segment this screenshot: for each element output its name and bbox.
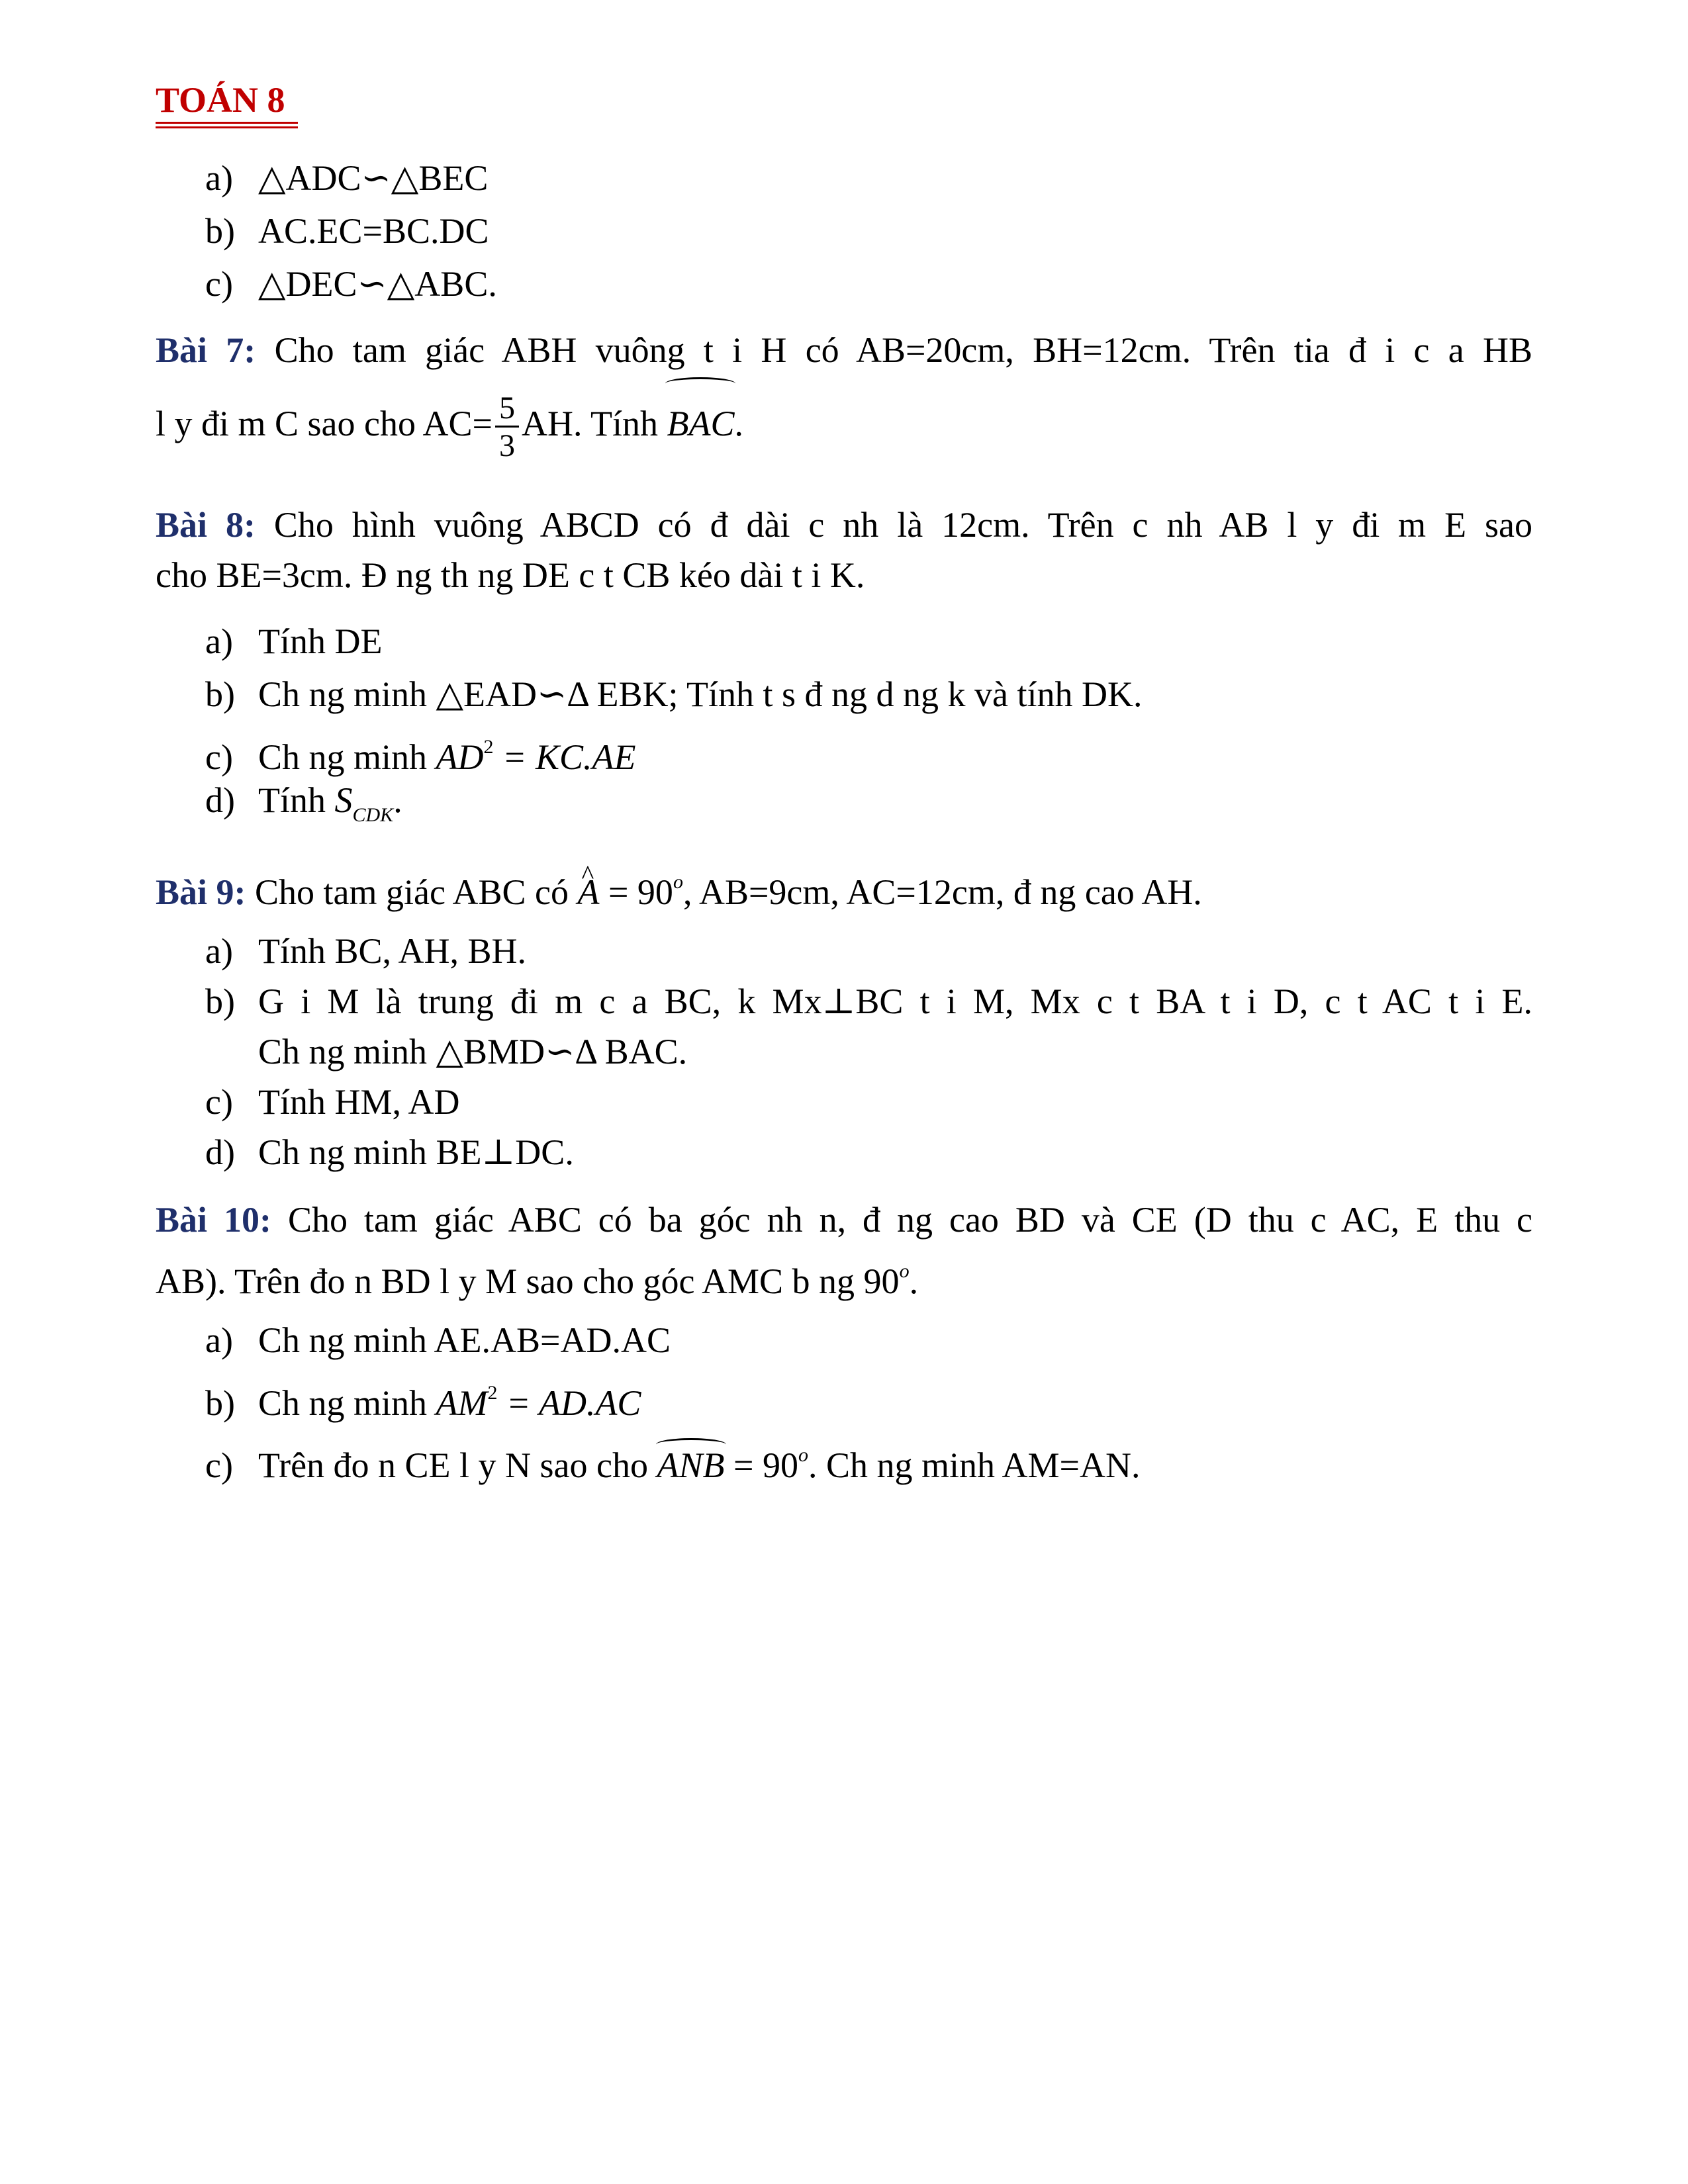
list-item: b) G i M là trung đi m c a BC, k Mx⊥BC t i M, Mx c t BA t i D, c t AC t i E. (205, 981, 1532, 1021)
bai8-line2: cho BE=3cm. Đ ng th ng DE c t CB kéo dài t i K. (156, 555, 865, 595)
list-item: a) Tính DE (205, 621, 383, 661)
fraction: $\frac{5}{3}$ (495, 392, 519, 462)
list-item: d) Ch ng minh BE⊥DC. (205, 1132, 574, 1172)
bai7-label: Bài 7: (156, 330, 256, 370)
bai8-label: Bài 8: (156, 505, 256, 545)
list-item: b) Ch ng minh △EAD∽Δ EBK; Tính t s đ ng d ng k và tính DK. (205, 674, 1143, 714)
bai7-line2: l y đi m C sao cho AC= $\frac{5}{3}$ AH. Tính BAC. (156, 384, 743, 463)
list-item: a) Tính BC, AH, BH. (205, 931, 527, 971)
list-item: d) Tính $S_{CDK}$. (205, 780, 402, 826)
bai10-line1: Bài 10: Cho tam giác ABC có ba góc nh n, đ ng cao BD và CE (D thu c AC, E thu c (156, 1200, 1533, 1240)
list-item: a) △ADC∽△BEC (205, 158, 489, 198)
list-item: a) Ch ng minh AE.AB=AD.AC (205, 1320, 671, 1360)
bai7-line1: Bài 7: Cho tam giác ABH vuông t i H có AB=20cm, BH=12cm. Trên tia đ i c a HB (156, 330, 1532, 370)
list-item: c) △DEC∽△ABC. (205, 264, 497, 304)
page-title: TOÁN 8 (156, 80, 285, 120)
list-item: c) Ch ng minh $AD^2 = KC.AE$ (205, 736, 636, 777)
angle-arc: BAC (667, 384, 734, 463)
bai8-line1: Bài 8: Cho hình vuông ABCD có đ dài c nh là 12cm. Trên c nh AB l y đi m E sao (156, 505, 1532, 545)
list-item: c) Trên đo n CE l y N sao cho ANB = $90^o$. Ch ng minh AM=AN. (205, 1444, 1141, 1485)
title-underline (156, 122, 298, 124)
list-item: b) AC.EC=BC.DC (205, 211, 489, 251)
bai9-label: Bài 9: (156, 872, 246, 912)
list-item: c) Tính HM, AD (205, 1082, 460, 1122)
bai10-line2: AB). Trên đo n BD l y M sao cho góc AMC b ng 90$^o$. (156, 1260, 919, 1301)
bai10-label: Bài 10: (156, 1200, 271, 1240)
list-item-continuation: Ch ng minh △BMD∽Δ BAC. (258, 1032, 688, 1071)
title-underline-2 (156, 126, 298, 128)
list-item: b) Ch ng minh $AM^2 = AD.AC$ (205, 1382, 641, 1423)
angle-arc: ANB (657, 1445, 725, 1485)
bai9-line1: Bài 9: Cho tam giác ABC có ^ $A = 90^o$, AB=9cm, AC=12cm, đ ng cao AH. (156, 862, 1202, 913)
angle-hat: ^ A (577, 872, 599, 913)
